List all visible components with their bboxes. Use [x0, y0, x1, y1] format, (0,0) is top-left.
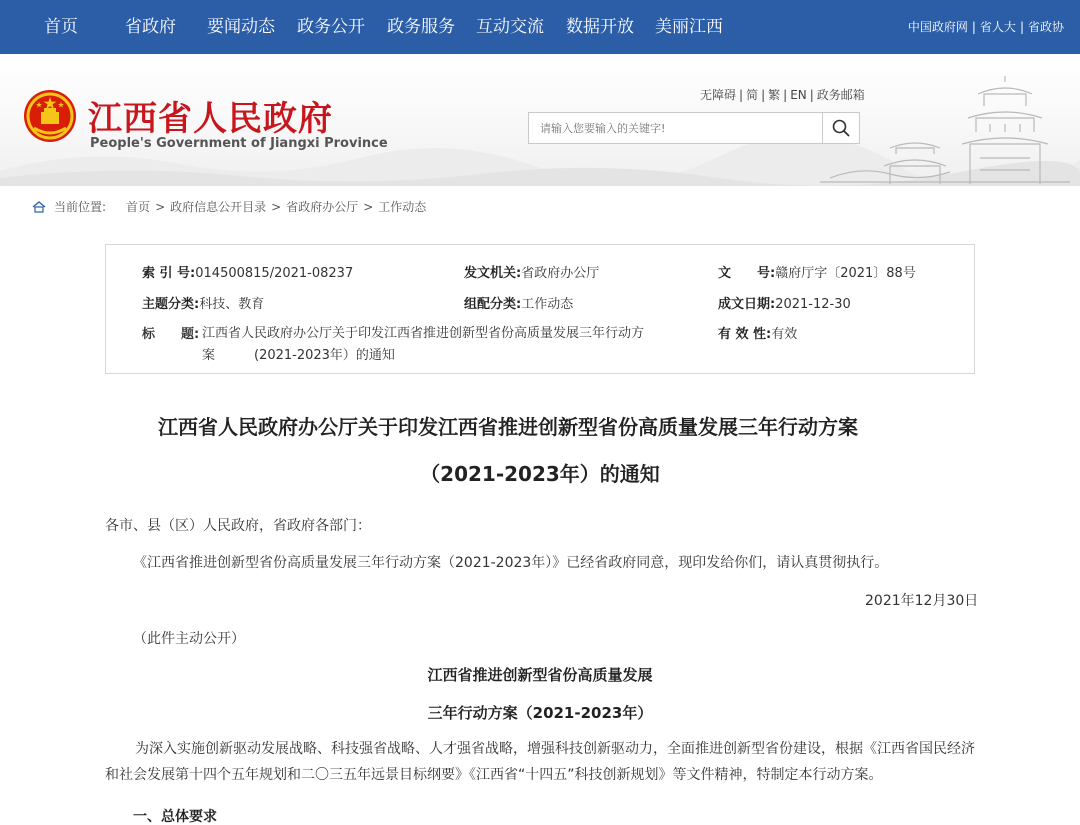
nav-item-provincial-gov[interactable]: 省政府 [125, 17, 176, 37]
nav-item-open-data[interactable]: 数据开放 [566, 17, 634, 37]
top-right-links [908, 0, 1064, 54]
link-provincial-congress[interactable]: 省人大 [979, 20, 1016, 34]
separator: | [809, 88, 814, 102]
meta-title-value [202, 323, 682, 367]
meta-date [718, 293, 851, 312]
article-date: 2021年12月30日 [865, 593, 979, 609]
meta-validity-key: 有 效 性: [718, 327, 772, 342]
nav-item-news[interactable]: 要闻动态 [207, 17, 275, 37]
link-accessibility[interactable]: 无障碍 [700, 88, 737, 102]
search-input[interactable] [529, 113, 823, 143]
home-icon [32, 201, 46, 213]
meta-title-value-line2: 案 (2021-2023年）的通知 [202, 348, 395, 363]
separator: | [971, 20, 976, 34]
breadcrumb-separator: > [363, 199, 374, 214]
breadcrumb-separator: > [155, 199, 166, 214]
site-subtitle: People's Government of Jiangxi Province [90, 136, 388, 151]
meta-category-value: 工作动态 [521, 297, 574, 312]
section-heading-1: 一、总体要求 [133, 809, 217, 825]
breadcrumb [32, 198, 426, 215]
link-traditional[interactable]: 繁 [768, 88, 781, 102]
meta-index-key: 索 引 号: [142, 266, 196, 281]
site-title: 江西省人民政府 [88, 99, 333, 139]
separator: | [1019, 20, 1024, 34]
breadcrumb-label: 当前位置: [54, 200, 107, 214]
header-banner [0, 54, 1080, 186]
breadcrumb-office[interactable]: 省政府办公厅 [286, 200, 359, 214]
nav-item-gov-affairs-open[interactable]: 政务公开 [297, 17, 365, 37]
article-title-line1: 江西省人民政府办公厅关于印发江西省推进创新型省份高质量发展三年行动方案 [158, 415, 858, 439]
national-emblem-icon [22, 88, 78, 144]
link-gov-mail[interactable]: 政务邮箱 [816, 88, 865, 102]
meta-docno-key: 文 号: [718, 266, 776, 281]
nav-item-home[interactable]: 首页 [44, 17, 78, 37]
meta-date-key: 成文日期: [718, 297, 776, 312]
separator: | [783, 88, 788, 102]
meta-issuer [464, 262, 599, 281]
meta-topic-value: 科技、教育 [199, 297, 265, 312]
document-meta-box [105, 244, 975, 374]
article-title-line2: （2021-2023年）的通知 [420, 462, 660, 486]
link-china-gov[interactable]: 中国政府网 [907, 20, 968, 34]
meta-validity-value: 有效 [771, 327, 798, 342]
meta-index [142, 262, 353, 281]
meta-category [464, 293, 573, 312]
article-body-1: 《江西省推进创新型省份高质量发展三年行动方案（2021-2023年）》已经省政府同意，现印发给你们，请认真贯彻执行。 [133, 555, 889, 571]
separator: | [739, 88, 744, 102]
breadcrumb-info-catalog[interactable]: 政府信息公开目录 [170, 200, 267, 214]
meta-docno-value: 赣府厅字〔2021〕88号 [775, 266, 916, 281]
meta-topic [142, 293, 264, 312]
meta-topic-key: 主题分类: [142, 297, 200, 312]
link-provincial-cppcc[interactable]: 省政协 [1027, 20, 1064, 34]
pavilion-illustration [820, 74, 1070, 186]
plan-title-line2: 三年行动方案（2021-2023年） [427, 704, 653, 722]
meta-title-value-line1: 江西省人民政府办公厅关于印发江西省推进创新型省份高质量发展三年行动方 [202, 326, 645, 341]
article-salutation: 各市、县（区）人民政府，省政府各部门： [105, 518, 371, 534]
plan-paragraph-1: 为深入实施创新驱动发展战略、科技强省战略、人才强省战略，增强科技创新驱动力，全面推进创新型省份建设，根据《江西省国民经济和社会发展第十四个五年规划和二〇三五年远景目标纲要》《江西省“十四五”科技创新规划》等文件精神，特制定本行动方案。 [105, 741, 975, 783]
article-note: （此件主动公开） [133, 631, 245, 647]
nav-item-interaction[interactable]: 互动交流 [476, 17, 544, 37]
link-simplified[interactable]: 简 [746, 88, 759, 102]
separator: | [761, 88, 766, 102]
meta-title-key: 标 题: [142, 327, 200, 342]
nav-item-beautiful-jiangxi[interactable]: 美丽江西 [655, 17, 723, 37]
meta-date-value: 2021-12-30 [775, 297, 851, 312]
meta-index-value: 014500815/2021-08237 [195, 266, 354, 281]
breadcrumb-work-news[interactable]: 工作动态 [378, 200, 427, 214]
meta-issuer-value: 省政府办公厅 [521, 266, 600, 281]
top-navigation [0, 0, 1080, 54]
plan-title-line1: 江西省推进创新型省份高质量发展 [427, 666, 653, 684]
link-english[interactable]: EN [790, 88, 807, 102]
meta-docno [718, 262, 916, 281]
meta-category-key: 组配分类: [464, 297, 522, 312]
nav-item-gov-services[interactable]: 政务服务 [387, 17, 455, 37]
meta-validity [718, 323, 797, 342]
breadcrumb-home[interactable]: 首页 [126, 200, 151, 214]
breadcrumb-separator: > [271, 199, 282, 214]
meta-issuer-key: 发文机关: [464, 266, 522, 281]
search-box [528, 112, 860, 144]
